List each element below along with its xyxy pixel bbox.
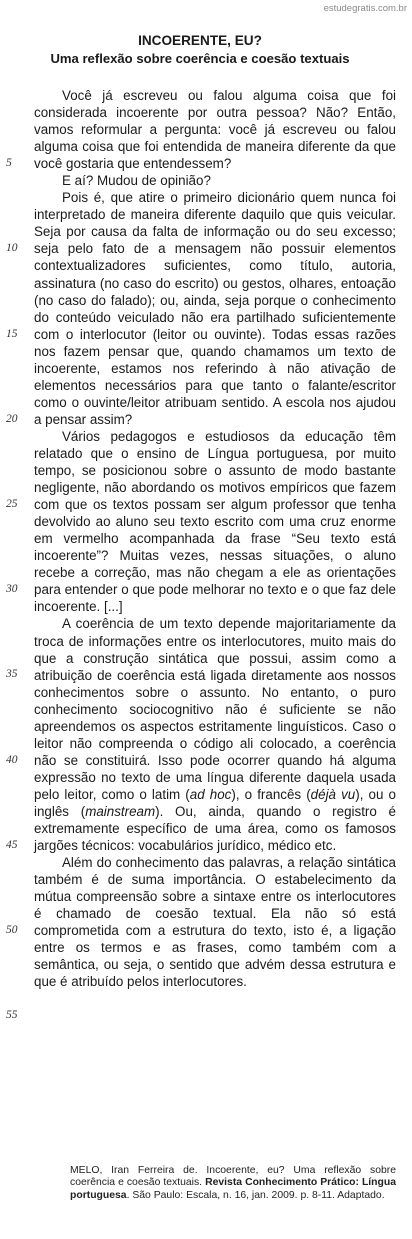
line-number: 25 — [6, 497, 18, 510]
line-number: 30 — [6, 583, 18, 596]
line-number: 20 — [6, 412, 18, 425]
article-subtitle: Uma reflexão sobre coerência e coesão textuais — [50, 51, 350, 66]
foreign-term: déjà vu — [310, 786, 356, 802]
citation-publication: Revista Conhecimento Prático: Língua portuguesa — [70, 1177, 396, 1201]
article-body — [34, 87, 396, 990]
line-number: 5 — [6, 157, 12, 170]
line-number: 10 — [6, 242, 18, 255]
paragraph: Vários pedagogos e estudiosos da educação têm relatado que o ensino de Língua portuguesa, por muito tempo, se posicionou sobre o assunto de modo bastante negligente, não abordando os motivos empíricos que fazem com que os textos possam ser algum professor que tenha devolvido ao aluno seu texto escrito com uma cruz enorme em vermelho acompanhada da frase “Seu texto está incoerente”? Muitas vezes, nessas situações, o aluno recebe a correção, mas não chegam a ele as orientações para entender o que pode melhorar no texto e o que faz dele incoerente. [...] — [34, 428, 396, 615]
line-number: 15 — [6, 327, 18, 340]
paragraph: Além do conhecimento das palavras, a relação sintática também é de suma importância. O estabelecimento da mútua compreensão sobre a sintaxe entre os interlocutores é chamado de coesão textual. Ela não só está comprometida com a estrutura do texto, isto é, a ligação entre os termos e as frases, como também com a semântica, ou seja, o sentido que advém dessa estrutura e que é atribuído pelos interlocutores. — [34, 855, 396, 990]
line-number: 35 — [6, 668, 18, 681]
line-number: 50 — [6, 923, 18, 936]
citation-prefix: MELO, Iran Ferreira de. Incoerente, eu? Uma reflexão sobre coerência e coesão textuais. — [70, 1165, 396, 1189]
citation-suffix: . São Paulo: Escala, n. 16, jan. 2009. p. 8-11. Adaptado. — [126, 1189, 385, 1201]
source-citation — [70, 1165, 396, 1202]
paragraph: A coerência de um texto depende majoritariamente da troca de informações entre os interlocutores, muito mais do que a construção sintática que possui, assim como a atribuição de coerência está ligada diretamente aos nossos conhecimentos sobre o assunto. No entanto, o puro conhecimento sociocognitivo não é suficiente se não apreendemos os aspectos estritamente linguísticos. Caso o leitor não compreenda o código ali colocado, a coerência não se constituirá. Isso pode ocorrer quando há alguma expressão no texto de uma língua diferente daquela usada pelo leitor, como o latim (ad hoc), o francês (déjà vu), ou o inglês (mainstream). Ou, ainda, quando o registro é extremamente específico de uma área, como os famosos jargões técnicos: vocabulários jurídico, médico etc. — [34, 616, 396, 854]
line-number: 40 — [6, 753, 18, 766]
article-title: INCOERENTE, EU? — [138, 33, 262, 48]
paragraph: Você já escreveu ou falou alguma coisa que foi considerada incoerente por outra pessoa? Não? Então, vamos reformular a pergunta: você já escreveu ou falou alguma coisa que foi entendida de maneira diferente da que você gostaria que entendessem? — [34, 88, 396, 172]
foreign-term: mainstream — [85, 803, 156, 819]
foreign-term: ad hoc — [189, 786, 232, 802]
paragraph: Pois é, que atire o primeiro dicionário quem nunca foi interpretado de maneira diferente daquilo que quis veicular. Seja por causa da falta de informação ou do seu excesso; seja pelo fato de a mensagem não possuir elementos contextualizadores suficientes, como título, autoria, assinatura (no caso do escrito) ou gestos, olhares, entoação (no caso do falado); ou, ainda, seja porque o conhecimento do conteúdo veiculado não era partilhado suficientemente com o interlocutor (leitor ou ouvinte). Todas essas razões nos fazem pensar que, quando chamamos um texto de incoerente, estamos nos referindo à não ativação de elementos necessários para que tanto o falante/escritor como o ouvinte/leitor atribuam sentido. A escola nos ajudou a pensar assim? — [34, 190, 396, 427]
line-number: 55 — [6, 1009, 18, 1022]
site-watermark: estudegratis.com.br — [323, 3, 407, 14]
line-number: 45 — [6, 838, 18, 851]
paragraph: E aí? Mudou de opinião? — [62, 173, 211, 189]
